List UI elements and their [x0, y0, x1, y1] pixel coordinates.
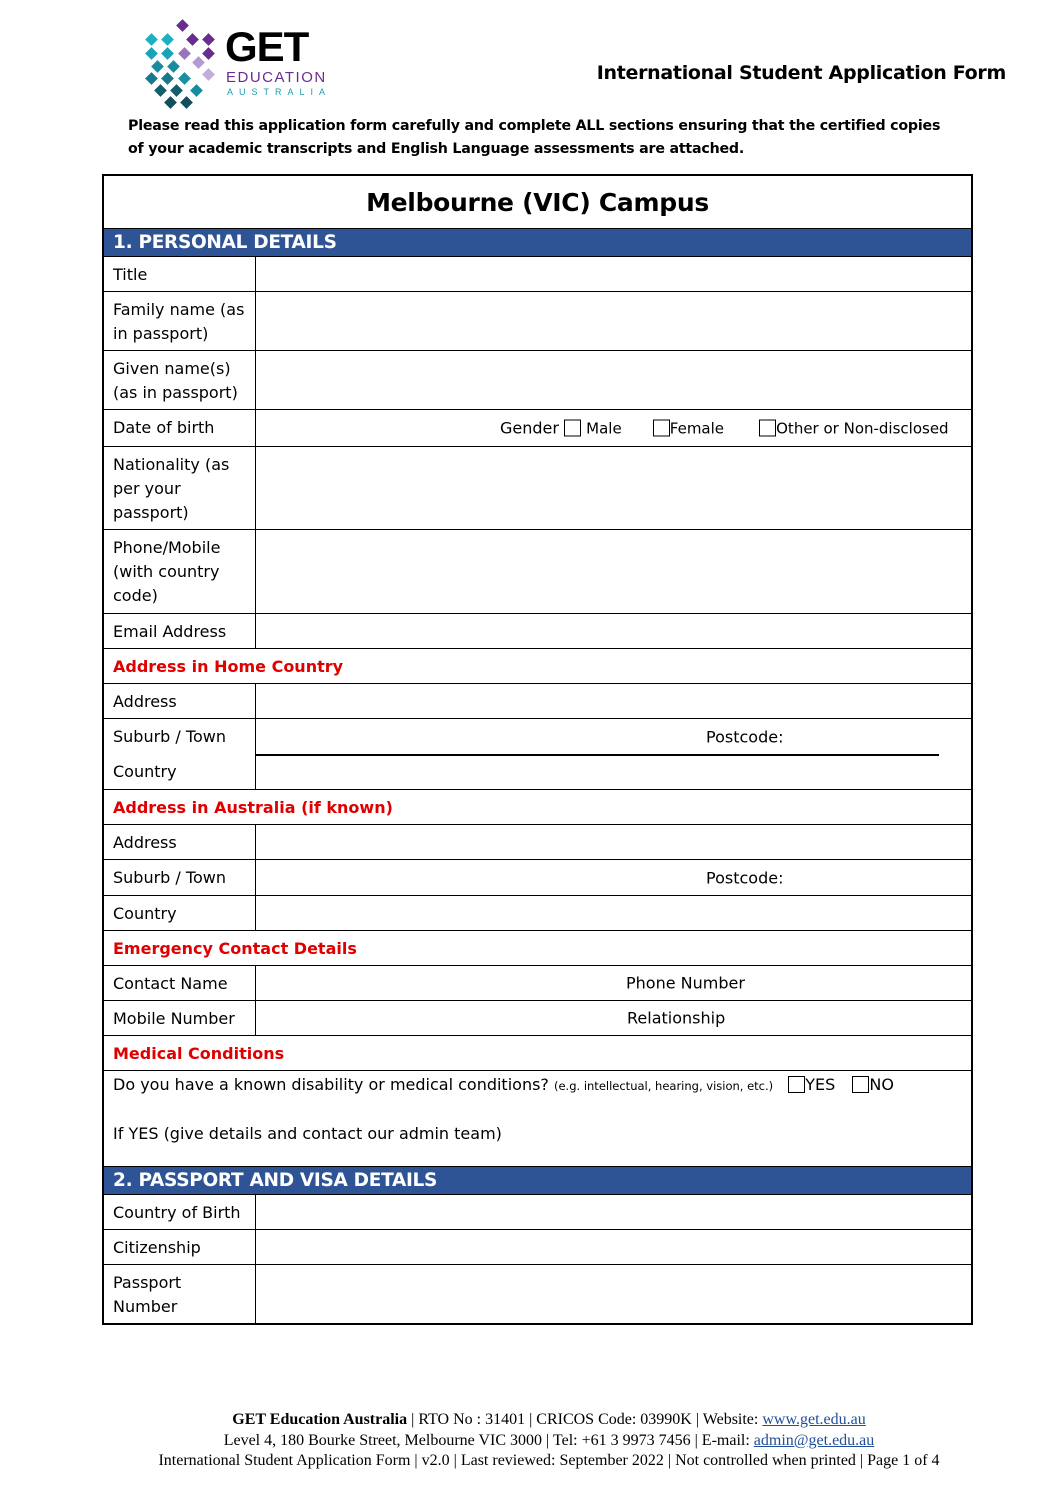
title-input[interactable] [256, 257, 971, 291]
footer-address: Level 4, 180 Bourke Street, Melbourne VIC 3000 | Tel: +61 3 9973 7456 | E-mail: [223, 1431, 754, 1449]
field-row-email [104, 613, 971, 648]
medical-question [113, 1073, 962, 1098]
medical-yes-checkbox[interactable] [788, 1076, 805, 1093]
footer-registration: | RTO No : 31401 | CRICOS Code: 03990K | Website: [407, 1411, 763, 1428]
passport-number-input[interactable] [256, 1265, 971, 1323]
section-passport-visa: 2. PASSPORT AND VISA DETAILS [104, 1166, 971, 1194]
home-suburb-input[interactable] [256, 719, 971, 754]
application-form [102, 174, 973, 1325]
footer-org-name: GET Education Australia [232, 1411, 408, 1428]
gender-male-checkbox[interactable] [564, 420, 581, 437]
medical-question-block [104, 1070, 971, 1166]
contact-name-input[interactable] [256, 966, 971, 1000]
subheading-home-address: Address in Home Country [104, 648, 971, 683]
field-row-home-country [104, 754, 971, 789]
field-label: Family name (as in passport) [104, 292, 256, 350]
document-title: International Student Application Form [596, 62, 1006, 84]
subheading-australia-address: Address in Australia (if known) [104, 789, 971, 824]
field-label: Suburb / Town [104, 860, 256, 895]
aus-address-input[interactable] [256, 825, 971, 859]
given-names-input[interactable] [256, 351, 971, 409]
logo-education-text: EDUCATION [226, 69, 327, 86]
logo-diamond-pattern-icon [140, 18, 230, 108]
subheading-emergency-contact: Emergency Contact Details [104, 930, 971, 965]
gender-female-label: Female [669, 419, 725, 438]
medical-question-hint: (e.g. intellectual, hearing, vision, etc.) [554, 1079, 774, 1093]
citizenship-input[interactable] [256, 1230, 971, 1264]
field-row-nationality [104, 446, 971, 529]
medical-no-label: NO [869, 1075, 894, 1094]
phone-input[interactable] [256, 530, 971, 613]
field-row-phone [104, 529, 971, 613]
gender-label: Gender [500, 418, 559, 438]
email-input[interactable] [256, 614, 971, 648]
gender-male-label: Male [586, 419, 622, 438]
field-row-country-of-birth [104, 1194, 971, 1229]
field-label: Email Address [104, 614, 256, 648]
field-row-aus-address [104, 824, 971, 859]
field-label: Country [104, 896, 256, 930]
medical-no-checkbox[interactable] [852, 1076, 869, 1093]
medical-details-prompt[interactable]: If YES (give details and contact our admin team) [113, 1124, 502, 1143]
home-postcode-label: Postcode: [706, 727, 784, 746]
footer-email-link[interactable]: admin@get.edu.au [753, 1431, 875, 1449]
field-row-home-suburb [104, 718, 971, 754]
field-label: Country of Birth [104, 1195, 256, 1229]
medical-yes-label: YES [805, 1075, 836, 1094]
field-label: Address [104, 684, 256, 718]
medical-answer-group [788, 1075, 894, 1094]
field-label: Passport Number [104, 1265, 256, 1323]
get-education-logo [140, 18, 330, 108]
field-label: Mobile Number [104, 1001, 256, 1035]
field-label: Given name(s) (as in passport) [104, 351, 256, 409]
logo-brand-text: GET [225, 23, 309, 70]
logo-australia-text: AUSTRALIA [227, 87, 332, 97]
footer-line-1 [0, 1410, 1058, 1431]
field-row-aus-country [104, 895, 971, 930]
home-country-input[interactable] [256, 754, 971, 789]
home-address-input[interactable] [256, 684, 971, 718]
country-of-birth-input[interactable] [256, 1195, 971, 1229]
field-row-contact-name [104, 965, 971, 1000]
field-row-home-address [104, 683, 971, 718]
field-row-given-names [104, 350, 971, 409]
gender-other-checkbox[interactable] [759, 420, 776, 437]
aus-postcode-label: Postcode: [706, 868, 784, 887]
field-label: Address [104, 825, 256, 859]
field-row-mobile-number [104, 1000, 971, 1035]
campus-heading: Melbourne (VIC) Campus [366, 187, 709, 217]
field-row-family-name [104, 291, 971, 350]
field-row-dob [104, 409, 971, 446]
nationality-input[interactable] [256, 447, 971, 529]
gender-group [500, 419, 949, 438]
footer-line-3: International Student Application Form | v2.0 | Last reviewed: September 2022 | Not controlled when printed | Page 1 of 4 [158, 1452, 940, 1469]
footer-line-2 [0, 1431, 1058, 1452]
page-footer [0, 1410, 1058, 1472]
date-of-birth-input[interactable] [256, 410, 971, 446]
field-label: Title [104, 257, 256, 291]
field-label: Citizenship [104, 1230, 256, 1264]
gender-other-label: Other or Non-disclosed [776, 419, 949, 438]
field-row-citizenship [104, 1229, 971, 1264]
field-label: Nationality (as per your passport) [104, 447, 256, 529]
section-personal-details: 1. PERSONAL DETAILS [104, 228, 971, 256]
medical-question-text: Do you have a known disability or medical conditions? [113, 1075, 549, 1094]
field-label: Country [104, 754, 256, 789]
subheading-medical-conditions: Medical Conditions [104, 1035, 971, 1070]
field-label: Date of birth [104, 410, 256, 446]
aus-suburb-input[interactable] [256, 860, 971, 895]
field-row-passport-number [104, 1264, 971, 1323]
field-label: Suburb / Town [104, 719, 256, 754]
gender-female-checkbox[interactable] [653, 420, 670, 437]
field-label: Contact Name [104, 966, 256, 1000]
field-row-title [104, 256, 971, 291]
family-name-input[interactable] [256, 292, 971, 350]
phone-number-label: Phone Number [626, 973, 745, 993]
footer-website-link[interactable]: www.get.edu.au [762, 1411, 866, 1428]
aus-country-input[interactable] [256, 896, 971, 930]
relationship-label: Relationship [627, 1008, 726, 1028]
intro-instructions: Please read this application form carefully and complete ALL sections ensuring that the certified copies of your academic transcripts and English Language assessments are attached. [128, 118, 941, 157]
field-label: Phone/Mobile (with country code) [104, 530, 256, 613]
mobile-number-input[interactable] [256, 1001, 971, 1035]
field-row-aus-suburb [104, 859, 971, 895]
